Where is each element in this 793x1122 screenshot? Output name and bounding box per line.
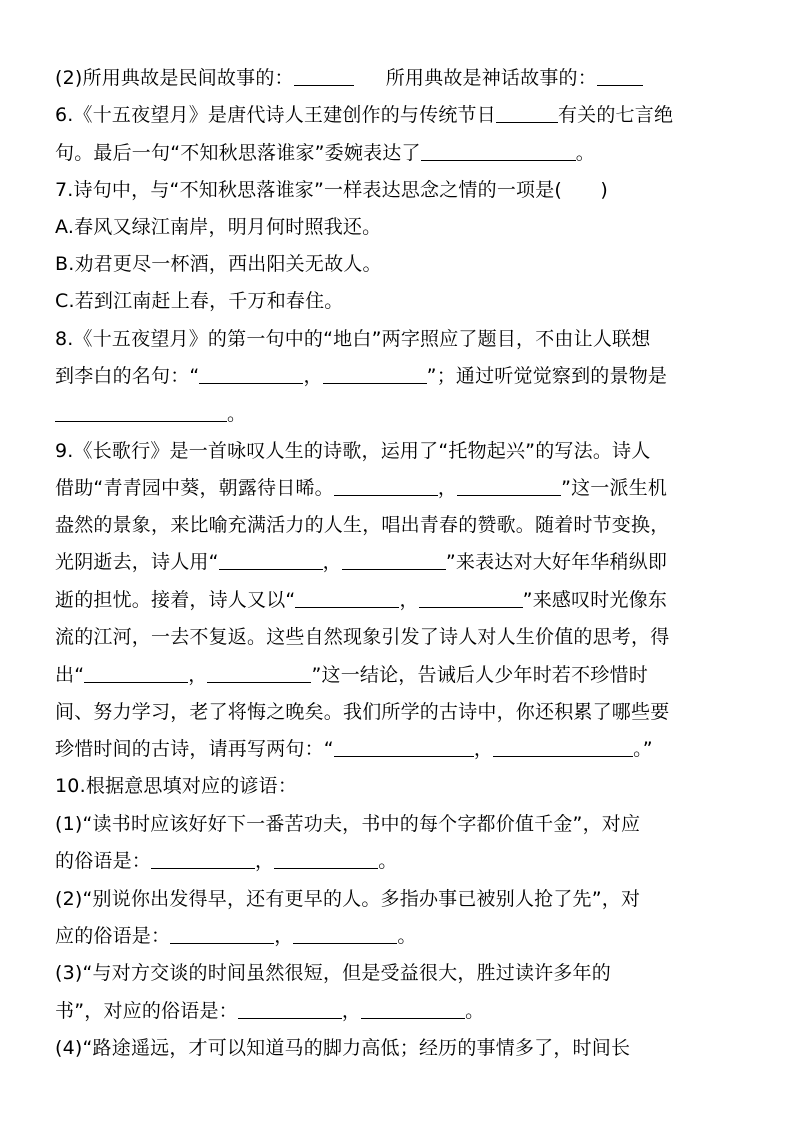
answer-blank[interactable] [342, 549, 446, 570]
question-text: ”来感叹时光像东 [522, 589, 668, 611]
question-text: 。 [465, 1000, 485, 1022]
answer-blank[interactable] [170, 923, 274, 944]
answer-blank[interactable] [334, 736, 474, 757]
answer-blank[interactable] [219, 549, 323, 570]
text-line [55, 474, 745, 502]
answer-blank[interactable] [334, 475, 438, 496]
question-text: 句。最后一句“不知秋思落谁家”委婉表达了 [55, 142, 421, 164]
text-line [55, 139, 745, 167]
question-text: 间、努力学习，老了将悔之晚矣。我们所学的古诗中，你还积累了哪些要 [55, 701, 670, 723]
question-text: (1)“读书时应该好好下一番苦功夫，书中的每个字都价值千金”，对应 [55, 813, 641, 835]
question-9 [55, 437, 745, 465]
question-text: 的俗语是： [55, 850, 152, 872]
text-line [55, 735, 745, 763]
question-text: 到李白的名句：“ [55, 365, 200, 387]
answer-blank[interactable] [84, 662, 188, 683]
text-line [55, 64, 745, 92]
question-text: ， [399, 589, 419, 611]
answer-blank[interactable] [207, 662, 311, 683]
question-text: 。 [227, 403, 247, 425]
text-line [55, 661, 745, 689]
question-text: (3)“与对方交谈的时间虽然很短，但是受益很大，胜过读许多年的 [55, 962, 611, 984]
text-line [55, 698, 745, 726]
option-text: C.若到江南赶上春，千万和春住。 [55, 290, 344, 312]
answer-blank[interactable] [274, 848, 378, 869]
question-text: 。 [397, 925, 417, 947]
answer-blank[interactable] [294, 65, 354, 86]
answer-blank[interactable] [323, 363, 427, 384]
question-10 [55, 772, 745, 800]
text-line [55, 847, 745, 875]
answer-blank[interactable] [493, 736, 633, 757]
question-text: 书”，对应的俗语是： [55, 1000, 238, 1022]
question-text: 盎然的景象，来比喻充满活力的人生，唱出青春的赞歌。随着时节变换， [55, 514, 670, 536]
text-line [55, 511, 745, 539]
question-8 [55, 325, 745, 353]
question-text: 流的江河，一去不复返。这些自然现象引发了诗人对人生价值的思考，得 [55, 626, 670, 648]
question-text: (2)所用典故是民间故事的： [55, 67, 294, 89]
text-line [55, 922, 745, 950]
option-a[interactable] [55, 213, 745, 241]
question-text: ”这一派生机 [561, 477, 668, 499]
option-b[interactable] [55, 250, 745, 278]
question-text: 。” [633, 738, 653, 760]
answer-blank[interactable] [421, 140, 576, 161]
answer-blank[interactable] [238, 998, 342, 1019]
question-text: 借助“青青园中葵，朝露待日晞。 [55, 477, 334, 499]
question-text: ”；通过听觉觉察到的景物是 [426, 365, 668, 387]
option-text: B.劝君更尽一杯酒，西出阳关无故人。 [55, 253, 382, 275]
question-text: 珍惜时间的古诗，请再写两句：“ [55, 738, 334, 760]
question-text: 7.诗句中，与“不知秋思落谁家”一样表达思念之情的一项是( ) [55, 179, 609, 201]
question-text: (4)“路途遥远，才可以知道马的脚力高低；经历的事情多了，时间长 [55, 1037, 631, 1059]
text-line [55, 586, 745, 614]
option-text: A.春风又绿江南岸，明月何时照我还。 [55, 216, 382, 238]
answer-blank[interactable] [597, 65, 643, 86]
text-line [55, 362, 745, 390]
answer-blank[interactable] [457, 475, 561, 496]
question-7 [55, 176, 745, 204]
question-text: ， [322, 551, 342, 573]
question-text: ， [341, 1000, 362, 1022]
text-line [55, 400, 745, 428]
text-line [55, 810, 745, 838]
text-line [55, 997, 745, 1025]
question-text: 8.《十五夜望月》的第一句中的“地白”两字照应了题目，不由让人联想 [55, 328, 651, 350]
text-line [55, 959, 745, 987]
question-text: 出“ [55, 664, 85, 686]
question-text: 6.《十五夜望月》是唐代诗人王建创作的与传统节日 [55, 104, 496, 126]
question-text: (2)“别说你出发得早，还有更早的人。多指办事已被别人抢了先”，对 [55, 888, 641, 910]
question-text: 10.根据意思填对应的谚语： [55, 775, 298, 797]
question-text: ， [188, 664, 208, 686]
question-text: ”来表达对大好年华稍纵即 [445, 551, 668, 573]
question-text: 光阴逝去，诗人用“ [55, 551, 219, 573]
question-text: 9.《长歌行》是一首咏叹人生的诗歌，运用了“托物起兴”的写法。诗人 [55, 440, 651, 462]
question-text: ， [303, 365, 323, 387]
question-text: ， [437, 477, 458, 499]
answer-blank[interactable] [295, 587, 399, 608]
text-line [55, 885, 745, 913]
text-line [55, 548, 745, 576]
question-text: ”这一结论，告诫后人少年时若不珍惜时 [311, 664, 648, 686]
question-text: 。 [378, 850, 398, 872]
answer-blank[interactable] [361, 998, 465, 1019]
text-line [55, 1034, 745, 1062]
answer-blank[interactable] [496, 102, 558, 123]
question-text: 逝的担忧。接着，诗人又以“ [55, 589, 296, 611]
answer-blank[interactable] [151, 848, 255, 869]
question-text: 有关的七言绝 [557, 104, 674, 126]
answer-blank[interactable] [199, 363, 303, 384]
question-text: 应的俗语是： [55, 925, 171, 947]
answer-blank[interactable] [419, 587, 523, 608]
question-text: ， [473, 738, 494, 760]
question-text: ， [255, 850, 275, 872]
question-text: 所用典故是神话故事的： [385, 67, 597, 89]
question-6 [55, 101, 745, 129]
answer-blank[interactable] [293, 923, 397, 944]
option-c[interactable] [55, 287, 745, 315]
question-text: 。 [575, 142, 595, 164]
text-line [55, 623, 745, 651]
answer-blank[interactable] [55, 401, 227, 422]
question-text: ， [274, 925, 294, 947]
